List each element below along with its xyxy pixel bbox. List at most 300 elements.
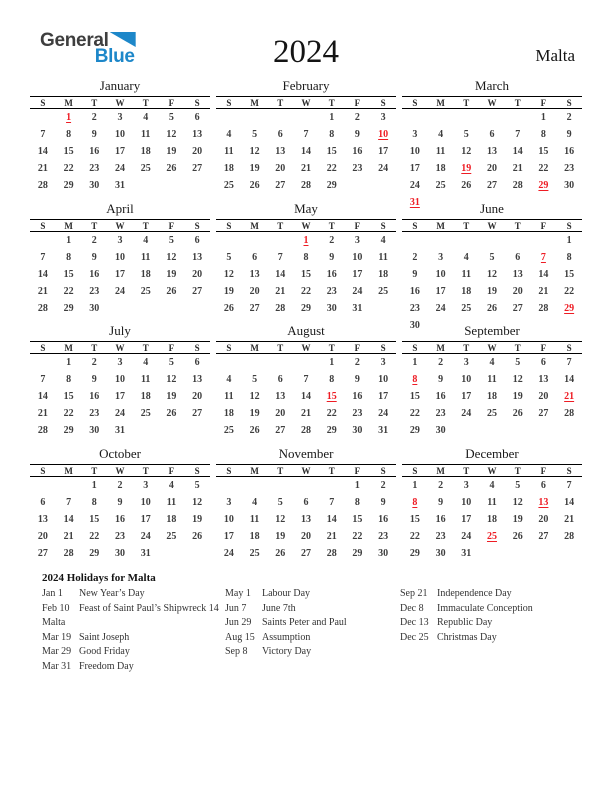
day-cell: 5 bbox=[168, 112, 174, 123]
weekday-label: F bbox=[354, 220, 361, 231]
day-cell: 14 bbox=[326, 513, 337, 525]
day-cell: 20 bbox=[538, 391, 549, 402]
day-cell: 10 bbox=[378, 374, 389, 385]
holiday-entry bbox=[225, 602, 400, 617]
day-cell: 31 bbox=[114, 180, 125, 191]
day-cell: 8 bbox=[66, 251, 72, 263]
day-cell: 21 bbox=[326, 530, 337, 542]
day-cell: 3 bbox=[117, 234, 123, 246]
day-cell: 14 bbox=[300, 146, 311, 157]
day-cell: 30 bbox=[114, 547, 125, 559]
holiday-name: New Year’s Day bbox=[79, 588, 145, 599]
month-january bbox=[30, 78, 210, 201]
day-cell: 28 bbox=[63, 547, 74, 559]
day-cell: 21 bbox=[63, 530, 74, 542]
day-cell: 22 bbox=[409, 408, 420, 419]
day-cell: 15 bbox=[89, 513, 100, 525]
day-cell: 28 bbox=[37, 425, 48, 436]
day-cell: 30 bbox=[352, 425, 363, 436]
day-cell: 14 bbox=[63, 513, 74, 525]
empty-day-cell bbox=[30, 232, 56, 249]
weekday-header bbox=[216, 219, 396, 232]
day-cell: 20 bbox=[192, 146, 203, 157]
weekday-label: F bbox=[540, 98, 547, 108]
day-cell: 12 bbox=[192, 496, 203, 508]
day-cell: 6 bbox=[194, 112, 200, 123]
weekday-label: T bbox=[463, 220, 470, 231]
month-title: February bbox=[282, 78, 330, 93]
day-cell: 21 bbox=[564, 513, 575, 525]
day-cell: 12 bbox=[166, 251, 177, 263]
weekday-label: M bbox=[64, 465, 73, 476]
holiday-date: Mar 19 bbox=[42, 631, 72, 643]
weekday-label: T bbox=[277, 343, 284, 353]
day-cell: 4 bbox=[143, 234, 149, 246]
day-cell: 8 bbox=[329, 374, 335, 385]
day-cell: 3 bbox=[463, 479, 469, 491]
day-cell: 10 bbox=[461, 374, 472, 385]
day-cell: 6 bbox=[40, 496, 46, 508]
day-cell: 5 bbox=[194, 479, 200, 491]
holiday-date: Feb 10 bbox=[42, 602, 70, 614]
day-cell: 31 bbox=[352, 302, 363, 314]
day-cell: 2 bbox=[438, 479, 444, 491]
day-cell: 5 bbox=[168, 234, 174, 246]
day-cell: 2 bbox=[91, 357, 97, 368]
day-cell: 16 bbox=[89, 146, 100, 157]
day-cell: 21 bbox=[300, 408, 311, 419]
weekday-header bbox=[402, 96, 582, 109]
weekday-header bbox=[216, 464, 396, 477]
day-cell: 22 bbox=[409, 530, 420, 542]
empty-day-cell bbox=[216, 354, 242, 371]
weekday-label: M bbox=[250, 343, 259, 353]
day-cell: 11 bbox=[140, 374, 151, 385]
day-cell: 26 bbox=[166, 285, 177, 297]
weekday-label: W bbox=[487, 98, 497, 108]
holidays-column bbox=[225, 587, 400, 660]
day-cell: 2 bbox=[91, 234, 97, 246]
holiday-day-cell: 7 bbox=[540, 251, 546, 263]
weekday-label: T bbox=[328, 98, 335, 108]
day-cell: 30 bbox=[564, 180, 575, 191]
day-cell: 6 bbox=[489, 129, 495, 140]
day-cell: 29 bbox=[63, 302, 74, 314]
day-cell: 31 bbox=[461, 547, 472, 559]
day-cell: 7 bbox=[66, 496, 72, 508]
day-cell: 10 bbox=[461, 496, 472, 508]
day-cell: 27 bbox=[275, 425, 286, 436]
day-cell: 5 bbox=[252, 374, 258, 385]
day-cell: 14 bbox=[564, 496, 575, 508]
empty-day-cell bbox=[453, 232, 479, 249]
weekday-label: F bbox=[540, 220, 547, 231]
weekday-label: S bbox=[194, 98, 200, 108]
weekday-header bbox=[216, 96, 396, 109]
weekday-label: W bbox=[301, 343, 311, 353]
day-cell: 3 bbox=[226, 496, 232, 508]
day-cell: 25 bbox=[140, 408, 151, 419]
day-cell: 1 bbox=[66, 357, 72, 368]
day-cell: 22 bbox=[352, 530, 363, 542]
empty-day-cell bbox=[242, 232, 268, 249]
day-cell: 8 bbox=[354, 496, 360, 508]
day-cell: 7 bbox=[40, 374, 46, 385]
empty-day-cell bbox=[30, 109, 56, 126]
day-cell: 28 bbox=[275, 302, 286, 314]
day-cell: 20 bbox=[486, 163, 497, 174]
holiday-day-cell: 8 bbox=[412, 496, 418, 508]
holiday-entry bbox=[225, 631, 400, 646]
holiday-date: Jun 29 bbox=[225, 617, 252, 628]
day-cell: 12 bbox=[512, 496, 523, 508]
day-cell: 17 bbox=[409, 163, 420, 174]
month-title: October bbox=[99, 445, 141, 461]
weekday-label: M bbox=[436, 343, 445, 353]
day-cell: 13 bbox=[538, 374, 549, 385]
day-cell: 8 bbox=[566, 251, 572, 263]
day-cell: 1 bbox=[412, 479, 418, 491]
weekday-label: T bbox=[514, 98, 521, 108]
day-cell: 12 bbox=[249, 391, 260, 402]
day-cell: 6 bbox=[277, 129, 283, 140]
empty-day-cell bbox=[505, 232, 531, 249]
day-cell: 30 bbox=[89, 425, 100, 436]
holiday-date: Dec 13 bbox=[400, 617, 429, 628]
day-cell: 27 bbox=[538, 408, 549, 419]
day-cell: 11 bbox=[249, 513, 260, 525]
day-cell: 1 bbox=[329, 357, 335, 368]
weekday-label: S bbox=[380, 465, 386, 476]
day-cell: 5 bbox=[463, 129, 469, 140]
day-cell: 19 bbox=[166, 391, 177, 402]
day-cell: 25 bbox=[486, 408, 497, 419]
day-cell: 24 bbox=[461, 530, 472, 542]
day-cell: 5 bbox=[277, 496, 283, 508]
weekday-label: S bbox=[412, 465, 418, 476]
day-cell: 17 bbox=[114, 268, 125, 280]
day-cell: 12 bbox=[461, 146, 472, 157]
day-cell: 29 bbox=[63, 425, 74, 436]
holiday-day-cell: 1 bbox=[66, 112, 72, 123]
day-cell: 9 bbox=[438, 374, 444, 385]
day-cell: 9 bbox=[91, 129, 97, 140]
weekday-label: W bbox=[115, 343, 125, 353]
day-cell: 28 bbox=[512, 180, 523, 191]
day-cell: 27 bbox=[512, 302, 523, 314]
day-cell: 4 bbox=[226, 374, 232, 385]
day-cell: 16 bbox=[435, 513, 446, 525]
holiday-name: Victory Day bbox=[262, 646, 312, 657]
weekday-label: T bbox=[142, 98, 149, 108]
day-cell: 4 bbox=[380, 234, 386, 246]
weekday-label: W bbox=[487, 465, 497, 476]
empty-day-cell bbox=[505, 109, 531, 126]
day-cell: 28 bbox=[37, 180, 48, 191]
weekday-label: T bbox=[277, 98, 284, 108]
holiday-entry bbox=[42, 602, 225, 617]
day-cell: 29 bbox=[63, 180, 74, 191]
weekday-header bbox=[30, 219, 210, 232]
day-cell: 18 bbox=[378, 268, 389, 280]
day-cell: 15 bbox=[63, 391, 74, 402]
day-cell: 6 bbox=[252, 251, 258, 263]
holiday-day-cell: 31 bbox=[409, 197, 420, 208]
day-cell: 24 bbox=[223, 547, 234, 559]
day-cell: 15 bbox=[352, 513, 363, 525]
day-cell: 16 bbox=[378, 513, 389, 525]
day-cell: 19 bbox=[223, 285, 234, 297]
days-grid bbox=[402, 477, 582, 562]
empty-day-cell bbox=[242, 354, 268, 371]
day-cell: 12 bbox=[512, 374, 523, 385]
day-cell: 25 bbox=[249, 547, 260, 559]
day-cell: 21 bbox=[275, 285, 286, 297]
day-cell: 11 bbox=[487, 496, 497, 508]
day-cell: 4 bbox=[438, 129, 444, 140]
day-cell: 20 bbox=[538, 513, 549, 525]
weekday-label: M bbox=[436, 220, 445, 231]
day-cell: 4 bbox=[463, 251, 469, 263]
weekday-label: S bbox=[194, 343, 200, 353]
holiday-day-cell: 29 bbox=[564, 302, 575, 314]
holiday-date: May 1 bbox=[225, 588, 251, 599]
page-title-country: Malta bbox=[535, 46, 575, 65]
weekday-label: F bbox=[540, 343, 547, 353]
day-cell: 15 bbox=[326, 146, 337, 157]
day-cell: 26 bbox=[166, 408, 177, 419]
holiday-name: Saints Peter and Paul bbox=[262, 617, 347, 628]
day-cell: 31 bbox=[140, 547, 151, 559]
day-cell: 21 bbox=[512, 163, 523, 174]
empty-day-cell bbox=[531, 232, 557, 249]
day-cell: 18 bbox=[486, 513, 497, 525]
day-cell: 13 bbox=[512, 268, 523, 280]
weekday-label: S bbox=[226, 98, 232, 108]
day-cell: 26 bbox=[512, 530, 523, 542]
day-cell: 24 bbox=[140, 530, 151, 542]
day-cell: 19 bbox=[275, 530, 286, 542]
day-cell: 7 bbox=[277, 251, 283, 263]
days-grid bbox=[216, 232, 396, 317]
weekday-label: S bbox=[226, 465, 232, 476]
weekday-label: T bbox=[463, 465, 470, 476]
day-cell: 15 bbox=[63, 268, 74, 280]
day-cell: 18 bbox=[140, 146, 151, 157]
weekday-label: M bbox=[250, 465, 259, 476]
weekday-header bbox=[402, 464, 582, 477]
empty-day-cell bbox=[479, 232, 505, 249]
day-cell: 7 bbox=[329, 496, 335, 508]
day-cell: 15 bbox=[409, 513, 420, 525]
day-cell: 8 bbox=[66, 374, 72, 385]
day-cell: 29 bbox=[409, 425, 420, 436]
day-cell: 22 bbox=[89, 530, 100, 542]
day-cell: 3 bbox=[463, 357, 469, 368]
day-cell: 24 bbox=[352, 285, 363, 297]
day-cell: 3 bbox=[438, 251, 444, 263]
month-title: August bbox=[287, 323, 325, 338]
day-cell: 12 bbox=[166, 374, 177, 385]
day-cell: 23 bbox=[409, 302, 420, 314]
day-cell: 23 bbox=[435, 530, 446, 542]
day-cell: 18 bbox=[140, 268, 151, 280]
holiday-day-cell: 25 bbox=[486, 530, 497, 542]
day-cell: 23 bbox=[564, 163, 575, 174]
day-cell: 20 bbox=[192, 391, 203, 402]
day-cell: 17 bbox=[114, 391, 125, 402]
weekday-label: S bbox=[40, 220, 46, 231]
days-grid bbox=[216, 109, 396, 194]
day-cell: 13 bbox=[275, 146, 286, 157]
day-cell: 22 bbox=[63, 285, 74, 297]
day-cell: 7 bbox=[40, 251, 46, 263]
day-cell: 16 bbox=[114, 513, 125, 525]
day-cell: 9 bbox=[412, 268, 418, 280]
day-cell: 24 bbox=[114, 408, 125, 419]
holiday-day-cell: 29 bbox=[538, 180, 549, 191]
day-cell: 2 bbox=[91, 112, 97, 123]
weekday-label: F bbox=[354, 465, 361, 476]
month-december bbox=[402, 446, 582, 569]
empty-day-cell bbox=[56, 477, 82, 494]
day-cell: 20 bbox=[300, 530, 311, 542]
day-cell: 25 bbox=[223, 180, 234, 191]
month-july bbox=[30, 323, 210, 446]
day-cell: 14 bbox=[37, 146, 48, 157]
day-cell: 11 bbox=[435, 146, 446, 157]
day-cell: 2 bbox=[438, 357, 444, 368]
weekday-label: S bbox=[380, 98, 386, 108]
day-cell: 29 bbox=[89, 547, 100, 559]
day-cell: 16 bbox=[409, 285, 420, 297]
day-cell: 15 bbox=[538, 146, 549, 157]
empty-day-cell bbox=[267, 109, 293, 126]
day-cell: 22 bbox=[63, 408, 74, 419]
day-cell: 2 bbox=[566, 112, 572, 123]
day-cell: 3 bbox=[380, 357, 386, 368]
day-cell: 18 bbox=[435, 163, 446, 174]
day-cell: 16 bbox=[435, 391, 446, 402]
day-cell: 27 bbox=[249, 302, 260, 314]
day-cell: 8 bbox=[303, 251, 309, 263]
weekday-label: T bbox=[514, 465, 521, 476]
empty-day-cell bbox=[402, 109, 428, 126]
day-cell: 6 bbox=[515, 251, 521, 263]
day-cell: 13 bbox=[275, 391, 286, 402]
weekday-label: T bbox=[328, 465, 335, 476]
page-title-year: 2024 bbox=[273, 34, 339, 70]
day-cell: 18 bbox=[223, 408, 234, 419]
holiday-entry bbox=[400, 631, 585, 646]
day-cell: 22 bbox=[326, 163, 337, 174]
weekday-label: T bbox=[277, 220, 284, 231]
day-cell: 13 bbox=[249, 268, 260, 280]
day-cell: 15 bbox=[300, 268, 311, 280]
day-cell: 2 bbox=[354, 112, 360, 123]
weekday-label: W bbox=[487, 220, 497, 231]
holiday-date: Dec 8 bbox=[400, 602, 424, 614]
day-cell: 4 bbox=[252, 496, 258, 508]
weekday-label: M bbox=[64, 220, 73, 231]
day-cell: 3 bbox=[354, 234, 360, 246]
weekday-label: T bbox=[91, 220, 98, 231]
day-cell: 20 bbox=[275, 408, 286, 419]
day-cell: 11 bbox=[166, 496, 177, 508]
day-cell: 18 bbox=[249, 530, 260, 542]
holiday-entry bbox=[42, 660, 225, 675]
day-cell: 22 bbox=[564, 285, 575, 297]
day-cell: 26 bbox=[512, 408, 523, 419]
weekday-label: S bbox=[40, 343, 46, 353]
holiday-entry bbox=[225, 645, 400, 660]
empty-day-cell bbox=[30, 477, 56, 494]
day-cell: 21 bbox=[37, 285, 48, 297]
days-grid bbox=[402, 109, 582, 211]
empty-day-cell bbox=[242, 109, 268, 126]
holiday-name: Republic Day bbox=[437, 617, 493, 628]
month-october bbox=[30, 446, 210, 569]
holiday-date: Malta bbox=[42, 617, 66, 628]
day-cell: 9 bbox=[329, 251, 335, 263]
days-grid bbox=[402, 232, 582, 334]
day-cell: 15 bbox=[564, 268, 575, 280]
holiday-name: Labour Day bbox=[262, 588, 311, 599]
day-cell: 13 bbox=[486, 146, 497, 157]
day-cell: 25 bbox=[378, 285, 389, 297]
holiday-date: Dec 25 bbox=[400, 631, 429, 643]
day-cell: 14 bbox=[37, 391, 48, 402]
day-cell: 28 bbox=[300, 425, 311, 436]
day-cell: 16 bbox=[564, 146, 575, 157]
weekday-label: S bbox=[194, 220, 200, 231]
weekday-label: S bbox=[566, 220, 572, 231]
day-cell: 27 bbox=[486, 180, 497, 191]
day-cell: 23 bbox=[326, 285, 337, 297]
day-cell: 3 bbox=[380, 112, 386, 123]
day-cell: 17 bbox=[114, 146, 125, 157]
day-cell: 13 bbox=[192, 374, 203, 385]
day-cell: 17 bbox=[435, 285, 446, 297]
day-cell: 19 bbox=[166, 268, 177, 280]
day-cell: 1 bbox=[354, 479, 360, 491]
holiday-date: Jun 7 bbox=[225, 602, 247, 614]
days-grid bbox=[216, 354, 396, 439]
empty-day-cell bbox=[453, 109, 479, 126]
month-february bbox=[216, 78, 396, 201]
day-cell: 6 bbox=[540, 479, 546, 491]
month-title: September bbox=[464, 323, 520, 338]
logo-text-blue: Blue bbox=[94, 46, 135, 67]
day-cell: 26 bbox=[249, 180, 260, 191]
day-cell: 27 bbox=[300, 547, 311, 559]
day-cell: 16 bbox=[89, 391, 100, 402]
day-cell: 11 bbox=[140, 129, 151, 140]
month-title: November bbox=[278, 445, 334, 461]
holiday-name: Christmas Day bbox=[437, 631, 497, 643]
weekday-header bbox=[30, 341, 210, 354]
day-cell: 25 bbox=[140, 163, 151, 174]
holiday-date: Sep 8 bbox=[225, 646, 248, 657]
holiday-date: Sep 21 bbox=[400, 588, 428, 599]
day-cell: 20 bbox=[275, 163, 286, 174]
day-cell: 30 bbox=[435, 425, 446, 436]
day-cell: 24 bbox=[378, 408, 389, 419]
day-cell: 4 bbox=[168, 479, 174, 491]
weekday-label: T bbox=[91, 465, 98, 476]
holiday-day-cell: 19 bbox=[461, 163, 472, 174]
day-cell: 10 bbox=[114, 251, 125, 263]
